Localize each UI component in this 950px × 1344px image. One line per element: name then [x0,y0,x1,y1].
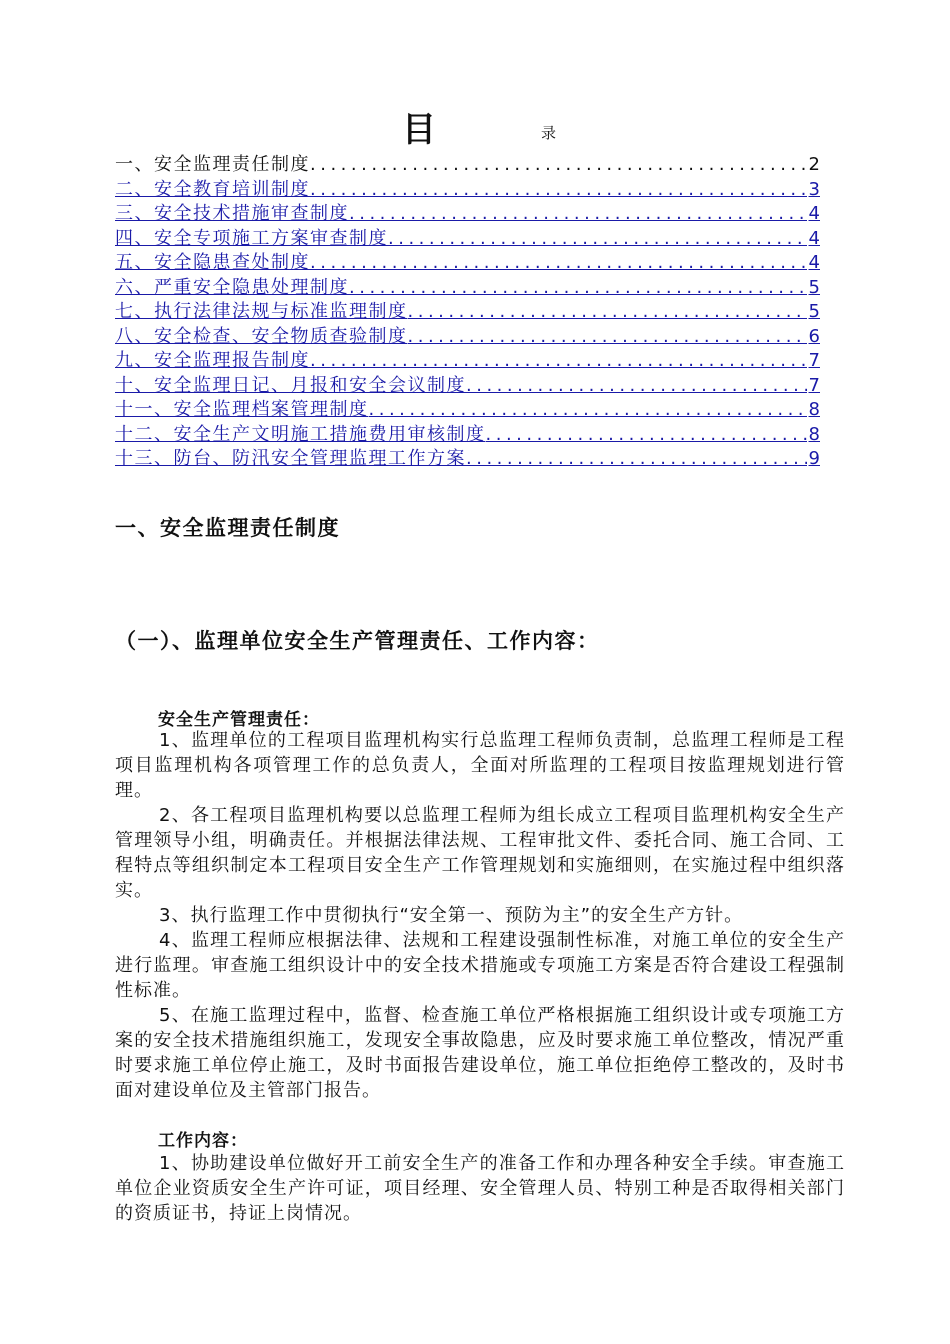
toc-title-main: 目 [402,110,436,150]
toc-title-secondary: 录 [541,124,557,142]
toc-entry-label: 二、安全教育培训制度 [115,178,310,200]
toc-entry-label: 一、安全监理责任制度 [115,154,310,175]
toc-entry-page: 2 [808,154,820,175]
paragraph: 3、执行监理工作中贯彻执行“安全第一、预防为主”的安全生产方针。 [159,905,744,926]
toc-entry-page: 9 [808,448,820,469]
toc-entry-label: 十二、安全生产文明施工措施费用审核制度 [115,423,486,445]
toc-entry-label: 六、严重安全隐患处理制度 [115,276,349,298]
toc-entry-page: 6 [808,325,820,347]
toc-entry[interactable] [115,150,820,175]
toc-entry-label: 九、安全监理报告制度 [115,350,310,371]
toc-leader-dots [408,326,807,347]
paragraph: 1、协助建设单位做好开工前安全生产的准备工作和办理各种安全手续。审查施工单位企业资质安全生产许可证，项目经理、安全管理人员、特别工种是否取得相关部门的资质证书，持证上岗情况。 [115,1153,845,1224]
toc-entry-label: 七、执行法律法规与标准监理制度 [115,301,408,322]
table-of-contents [115,150,820,469]
toc-entry-label: 四、安全专项施工方案审查制度 [115,227,388,249]
toc-entry-page: 5 [808,276,820,298]
toc-entry[interactable] [115,248,820,273]
paragraph: 5、在施工监理过程中，监督、检查施工单位严格根据施工组织设计或专项施工方案的安全技术措施组织施工，发现安全事故隐患，应及时要求施工单位整改，情况严重时要求施工单位停止施工，及时书面报告建设单位，施工单位拒绝停工整改的，及时书面对建设单位及主管部门报告。 [115,1005,845,1101]
toc-entry[interactable] [115,224,820,249]
toc-entry[interactable] [115,175,820,200]
responsibility-label: 安全生产管理责任： [158,710,320,730]
toc-entry-page: 8 [808,423,820,445]
toc-entry[interactable] [115,395,820,420]
paragraph: 4、监理工程师应根据法律、法规和工程建设强制性标准，对施工单位的安全生产进行监理。审查施工组织设计中的安全技术措施或专项施工方案是否符合建设工程强制性标准。 [115,930,845,1001]
toc-entry-label: 三、安全技术措施审查制度 [115,203,349,224]
toc-entry[interactable] [115,346,820,371]
toc-entry[interactable] [115,199,820,224]
toc-leader-dots [408,301,807,322]
toc-entry[interactable] [115,444,820,469]
toc-entry-page: 3 [808,178,820,200]
toc-entry-page: 8 [808,399,820,420]
toc-entry-page: 4 [808,252,820,273]
work-content-body [115,1151,845,1226]
toc-leader-dots [388,228,807,249]
toc-entry[interactable] [115,371,820,396]
toc-entry[interactable] [115,273,820,298]
toc-entry-page: 4 [808,203,820,224]
toc-leader-dots [486,424,807,445]
toc-leader-dots [310,350,807,371]
toc-entry-label: 十一、安全监理档案管理制度 [115,399,369,420]
toc-entry[interactable] [115,322,820,347]
toc-leader-dots [466,448,807,469]
toc-entry-page: 4 [808,227,820,249]
section-heading: 一、安全监理责任制度 [115,516,340,540]
toc-leader-dots [310,154,807,175]
toc-entry-label: 五、安全隐患查处制度 [115,252,310,273]
subsection-heading: （一）、监理单位安全生产管理责任、工作内容： [115,629,600,653]
toc-entry-label: 十三、防台、防汛安全管理监理工作方案 [115,448,466,469]
toc-entry-label: 十、安全监理日记、月报和安全会议制度 [115,374,466,396]
toc-entry[interactable] [115,420,820,445]
toc-leader-dots [310,179,807,200]
paragraph: 2、各工程项目监理机构要以总监理工程师为组长成立工程项目监理机构安全生产管理领导小组，明确责任。并根据法律法规、工程审批文件、委托合同、施工合同、工程特点等组织制定本工程项目安全生产工作管理规划和实施细则，在实施过程中组织落实。 [115,805,845,901]
toc-leader-dots [349,203,807,224]
toc-entry[interactable] [115,297,820,322]
toc-entry-page: 7 [808,374,820,396]
paragraph: 1、监理单位的工程项目监理机构实行总监理工程师负责制，总监理工程师是工程项目监理机构各项管理工作的总负责人，全面对所监理的工程项目按监理规划进行管理。 [115,730,845,801]
toc-entry-page: 7 [808,350,820,371]
work-content-label: 工作内容： [158,1131,248,1151]
toc-leader-dots [369,399,807,420]
toc-leader-dots [349,277,807,298]
toc-entry-label: 八、安全检查、安全物质查验制度 [115,325,408,347]
toc-leader-dots [310,252,807,273]
toc-leader-dots [466,375,807,396]
toc-entry-page: 5 [808,301,820,322]
responsibility-body [115,728,845,1103]
